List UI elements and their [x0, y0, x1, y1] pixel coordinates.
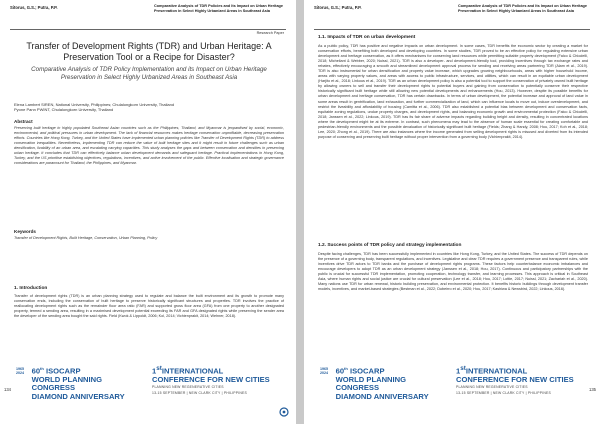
page-header	[314, 3, 590, 29]
right-page	[304, 0, 600, 424]
header-running-title: Comparative Analysis of TDR Policies and Its Impact on Urban Heritage Preservation in Select Highly Urbanized Areas in Southeast Asia	[154, 4, 283, 13]
author-line-2: Pyone Pann PWINT, Chulalongkorn University, Thailand	[14, 107, 114, 113]
author-line-1: Elena Lambert SIREN, National University, Philippines; Chulalongkorn University, Thailand	[14, 102, 175, 107]
conf-edition-number: 1	[456, 366, 461, 376]
congress-years	[320, 365, 333, 375]
paper-title: Transfer of Development Rights (TDR) and Urban Heritage: A Preservation Tool or a Recipe for Disaster?	[26, 41, 272, 62]
conf-line-2: CONFERENCE FOR NEW CITIES	[456, 374, 574, 384]
page-header	[10, 3, 286, 29]
gear-icon	[278, 406, 290, 418]
conf-line-3: PLANNING NEW REGENERATIVE CITIES	[152, 385, 224, 390]
header-rule	[314, 29, 590, 30]
section-1-2-text: Despite facing challenges, TDR has been successfully implemented in countries like Hong Kong, Turkey, and the United States. The success of TDR depends on the presence of a governing body, transparent regulations, and incentives. Legislative and clear TDR requires a government presence and transparent rules, while incentives drive TDR actors to TDR banks and the purchase of development rights programs. These factors help counterbalance economic imbalances and encourage developers to adopt TDR as an urban development strategy (Janssen et al., 2018; Hou, 2017). Continuous and participatory partnerships with the public is crucial for successful TDR implementation, promoting cooperation, technology transfer, and learning processes. This approach is critical in Southeast Asia, where human rights and social justice are crucial for cultural preservation (Lee et al., 2018; Hou, 2017; Lottie, 2017; Nuissl, 2021; Zachariah et al., 2020). Many nations use TDR for urban renewal, historic building preservation, and environmental protection. It benefits historic buildings through development transfer models, incentives, and market-based strategies (Bestman et al., 2022; Dubeirro et al., 2020; Hou, 2017; Kashiwa & Newsbird, 2022; Linkous, 2016).	[318, 252, 588, 292]
conference-banner	[304, 361, 600, 424]
section-1-1-text: As a public policy, TDR has positive and negative impacts on urban development. In some cases, TDR benefits the economic sector by creating a market for conservation efforts, benefiting both developed and developing countries. In some studies, TDR proved to be an effective policy for regulating extensive urban development and heritage conservation, as it offers mechanisms for conserving land resources while permitting suitable property development (Falco & Chiodelli, 2018; Micheliant & Webber, 2020; Nuissl, 2021). TDR is also a developer- and development-friendly tool, providing incentives through tax exchange rates and rebates, effectively encouraging a smooth and streamlined development approval process for sending and receiving areas partnering TDR (Alam et al., 2019). TDR is also instrumental for urban densification and property value increase, which upgrades growing neighbourhoods, areas with higher household income, areas with varying property values, and areas with access to public infrastructure, services, and utilities, which can result in an equitable urban development (Harjito et al., 2018; Linkous et al., 2019). TDR as an urban development policy is also a potential tool to support the conservation of privately owned built heritage by allowing owners to sell and transfer their development rights to potential buyers and gaining from conservation to potentially conserve their respective historically significant built heritage while still allowing new potential developments and enhancements (Hou, 2013). However, despite its possible benefits for urban development and heritage conservation, TDR has certain drawbacks. In terms of urban development, the potential increase and approval of land value in some areas result in gentrification, land exhaustion, and further commercialization of land, which can influence locals to move out, induce overdevelopment, and restrict the liveability and affordability of housing (Camitta et al., 2006). TDR also established a potential bias between development and conservation facts, equitable zoning regulations, undue property charges, and development rights, and balancing economic growth and environmental protection (Falco & Chiodelli, 2018; Janssen et al., 2022; Linkous, 2019). TDR has its fair share of adverse impacts regarding building height and density, resulting in concentrated locations where the development might be at its extreme. In contrast, such phenomena may lead to the absence of human scale essential for creating comfortable and pedestrian-friendly environments and the possible devaluation of historically significant built heritage (Fields; Zhang & Handy, 2008; Hou, 2017; Koh et al., 2018; Lee, 2020; Zhong et al., 2019). There are also instances where the income generated from selling development rights is misused and diverted from its intended purpose of conserving and preserving built heritage without proper intervention from a governing body (Vichienprakit, 2014).	[318, 44, 588, 139]
introduction-text: Transfer of development rights (TDR) is an urban planning strategy used to regulate and balance the built environment and its growth to promote many conservation ends, including the conservation of built heritage to preserve historically significant structures and properties. TDR involves the practice of reallocating development rights such as the remainder floor area ratio (FAR) and supported gross floor area (GFA) from one property to another designated property, termed a sending area, resulting in a maximised development potential exceeding its FAR and GFA designated rights while preserving the sender area the developer of the sending area bought the said rights. Field (Kwok & Lippoldt, 2006; Kol, 2014; Vichienprakit, 2014; Wehner, 2018).	[14, 294, 284, 319]
conf-line-1: INTERNATIONAL	[465, 366, 528, 376]
congress-line-b: DIAMOND ANNIVERSARY	[31, 391, 125, 401]
conf-line-1: INTERNATIONAL	[161, 366, 224, 376]
congress-org: ISOCARP	[45, 366, 81, 376]
isocarp-congress-logo	[16, 365, 136, 401]
page-number: 134	[4, 387, 11, 392]
conference-banner	[0, 361, 296, 424]
author-block	[14, 102, 284, 113]
conf-dates: 13-15 SEPTEMBER | NEW CLARK CITY | PHILIPPINES	[456, 390, 551, 395]
years-end: 2024	[320, 371, 328, 375]
congress-org: ISOCARP	[349, 366, 385, 376]
congress-years	[16, 365, 29, 375]
congress-line-a: WORLD PLANNING CONGRESS	[335, 374, 407, 393]
years-start: 1965	[320, 367, 328, 371]
congress-edition-number: 60	[31, 366, 41, 376]
congress-line-a: WORLD PLANNING CONGRESS	[31, 374, 103, 393]
new-cities-conference-logo	[152, 365, 292, 395]
header-running-title: Comparative Analysis of TDR Policies and Its Impact on Urban Heritage Preservation in Select Highly Urbanized Areas in Southeast Asia	[458, 4, 587, 13]
introduction-heading: 1. Introduction	[14, 286, 48, 291]
header-authors: Sitorus, G.S.; Putra, P.P.	[314, 5, 362, 10]
years-end: 2024	[16, 371, 24, 375]
section-1-1-heading: 1.1. Impacts of TDR on urban development	[318, 35, 416, 40]
conf-line-2: CONFERENCE FOR NEW CITIES	[152, 374, 270, 384]
congress-edition-suffix: th	[344, 366, 348, 371]
section-1-2-heading: 1.2. Success points of TDR policy and strategy implementation	[318, 243, 462, 248]
new-cities-conference-logo	[456, 365, 596, 395]
left-page	[0, 0, 296, 424]
conf-edition-number: 1	[152, 366, 157, 376]
conf-edition-suffix: st	[156, 365, 162, 372]
abstract-text: Preserving built heritage in highly populated Southeast Asian countries such as the Philippines, Thailand, and Myanmar is jeopardised by social, economic, environmental, and political pressures in urban development. The lack of financial resources makes heritage conservation unprofitable, decreasing preservation efforts. Countries like Hong Kong, Turkey, and the United States have implemented urban planning policies like Transfer of Development Rights (TDR) to address conservation inequalities. Nevertheless, implementing TDR can reduce the value of built heritage sites and it might result in future challenges such as urban densification, livability of an urban area, and escalating carrying capacities. This study analyses the gaps and between conservation and densities in preserving urban heritage. It concludes that TDR can effectively balance urban development demands and safeguard heritage. Practical implementations in Hong Kong, Turkey, and the US prioritise establishing objectives, regulations, incentives, and active involvement of the public. Effective localisation and strategic governance considerations are paramount for Thailand, the Philippines, and Myanmar.	[14, 126, 284, 166]
congress-line-b: DIAMOND ANNIVERSARY	[335, 391, 429, 401]
congress-edition-number: 60	[335, 366, 345, 376]
header-authors: Sitorus, G.S.; Putra, P.P.	[10, 5, 58, 10]
conf-line-3: PLANNING NEW REGENERATIVE CITIES	[456, 385, 528, 390]
page-number: 135	[589, 387, 596, 392]
congress-edition-suffix: th	[40, 366, 44, 371]
isocarp-congress-logo	[320, 365, 440, 401]
keywords-heading: Keywords	[14, 229, 36, 234]
keywords-text: Transfer of Development Rights, Built Heritage, Conservation, Urban Planning, Policy	[14, 236, 158, 240]
conf-edition-suffix: st	[460, 365, 466, 372]
years-start: 1965	[16, 367, 24, 371]
abstract-heading: Abstract	[14, 119, 33, 124]
paper-subtitle: Comparative Analysis of TDR Policy Implementation and its Impact on Urban Heritage Preservation in Select Highly Urbanized Areas in Southeast Asia	[31, 66, 267, 81]
header-rule	[10, 29, 286, 30]
conf-dates: 13-15 SEPTEMBER | NEW CLARK CITY | PHILIPPINES	[152, 390, 247, 395]
article-type: Research Paper	[256, 31, 284, 35]
